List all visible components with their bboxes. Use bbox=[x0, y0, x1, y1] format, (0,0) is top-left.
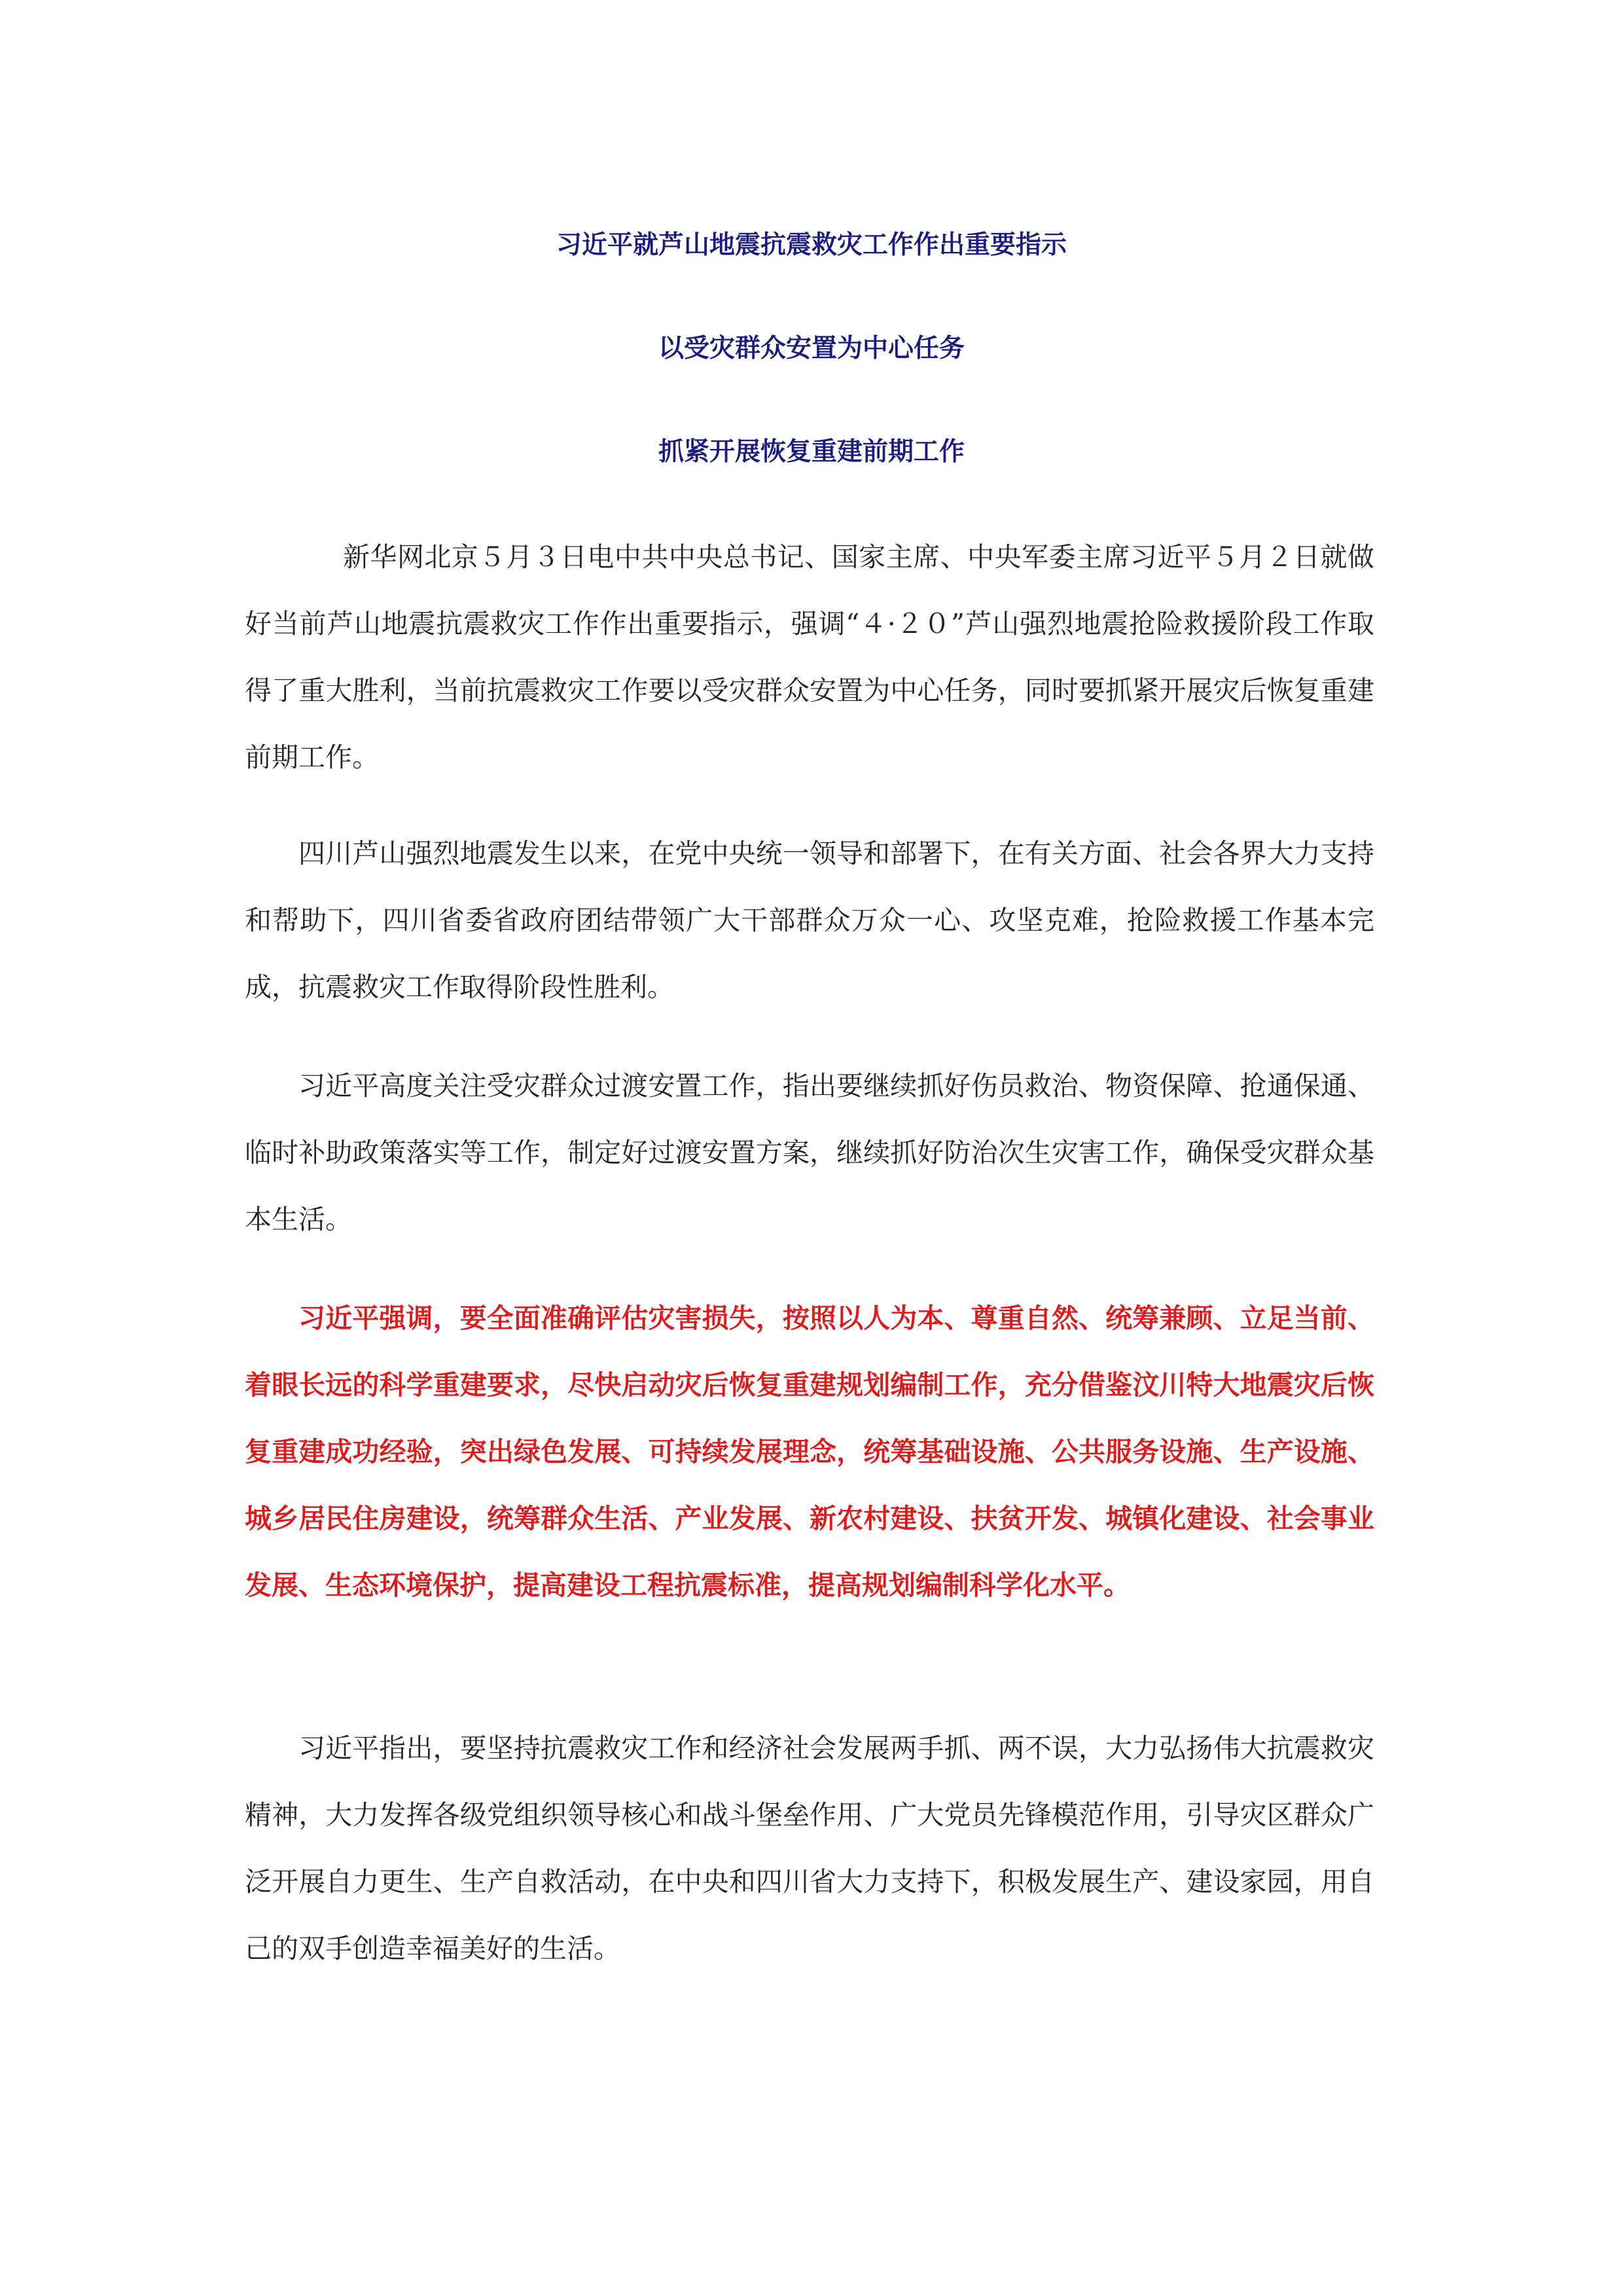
body-paragraph-3: 习近平高度关注受灾群众过渡安置工作，指出要继续抓好伤员救治、物资保障、抢通保通、临时补助政策落实等工作，制定好过渡安置方案，继续抓好防治次生灾害工作，确保受灾群众基本生活。 bbox=[245, 1070, 1374, 1235]
body-paragraph-5: 习近平指出，要坚持抗震救灾工作和经济社会发展两手抓、两不误，大力弘扬伟大抗震救灾精神，大力发挥各级党组织领导核心和战斗堡垒作用、广大党员先锋模范作用，引导灾区群众广泛开展自力更生、生产自救活动，在中央和四川省大力支持下，积极发展生产、建设家园，用自己的双手创造幸福美好的生活。 bbox=[245, 1732, 1374, 1964]
body-paragraph-2: 四川芦山强烈地震发生以来，在党中央统一领导和部署下，在有关方面、社会各界大力支持和帮助下，四川省委省政府团结带领广大干部群众万众一心、攻坚克难，抢险救援工作基本完成，抗震救灾工作取得阶段性胜利。 bbox=[245, 838, 1374, 1003]
document-subtitle-2: 抓紧开展恢复重建前期工作 bbox=[658, 437, 965, 467]
document-title: 习近平就芦山地震抗震救灾工作作出重要指示 bbox=[556, 230, 1067, 260]
body-paragraph-emphasis: 习近平强调，要全面准确评估灾害损失，按照以人为本、尊重自然、统筹兼顾、立足当前、着眼长远的科学重建要求，尽快启动灾后恢复重建规划编制工作，充分借鉴汶川特大地震灾后恢复重建成功经验，突出绿色发展、可持续发展理念，统筹基础设施、公共服务设施、生产设施、城乡居民住房建设，统筹群众生活、产业发展、新农村建设、扶贫开发、城镇化建设、社会事业发展、生态环境保护，提高建设工程抗震标准，提高规划编制科学化水平。 bbox=[245, 1302, 1374, 1601]
body-paragraph-dateline: 新华网北京５月３日电中共中央总书记、国家主席、中央军委主席习近平５月２日就做好当前芦山地震抗震救灾工作作出重要指示，强调“４·２０”芦山强烈地震抢险救援阶段工作取得了重大胜利，当前抗震救灾工作要以受灾群众安置为中心任务，同时要抓紧开展灾后恢复重建前期工作。 bbox=[245, 541, 1374, 773]
document-subtitle-1: 以受灾群众安置为中心任务 bbox=[658, 333, 965, 363]
